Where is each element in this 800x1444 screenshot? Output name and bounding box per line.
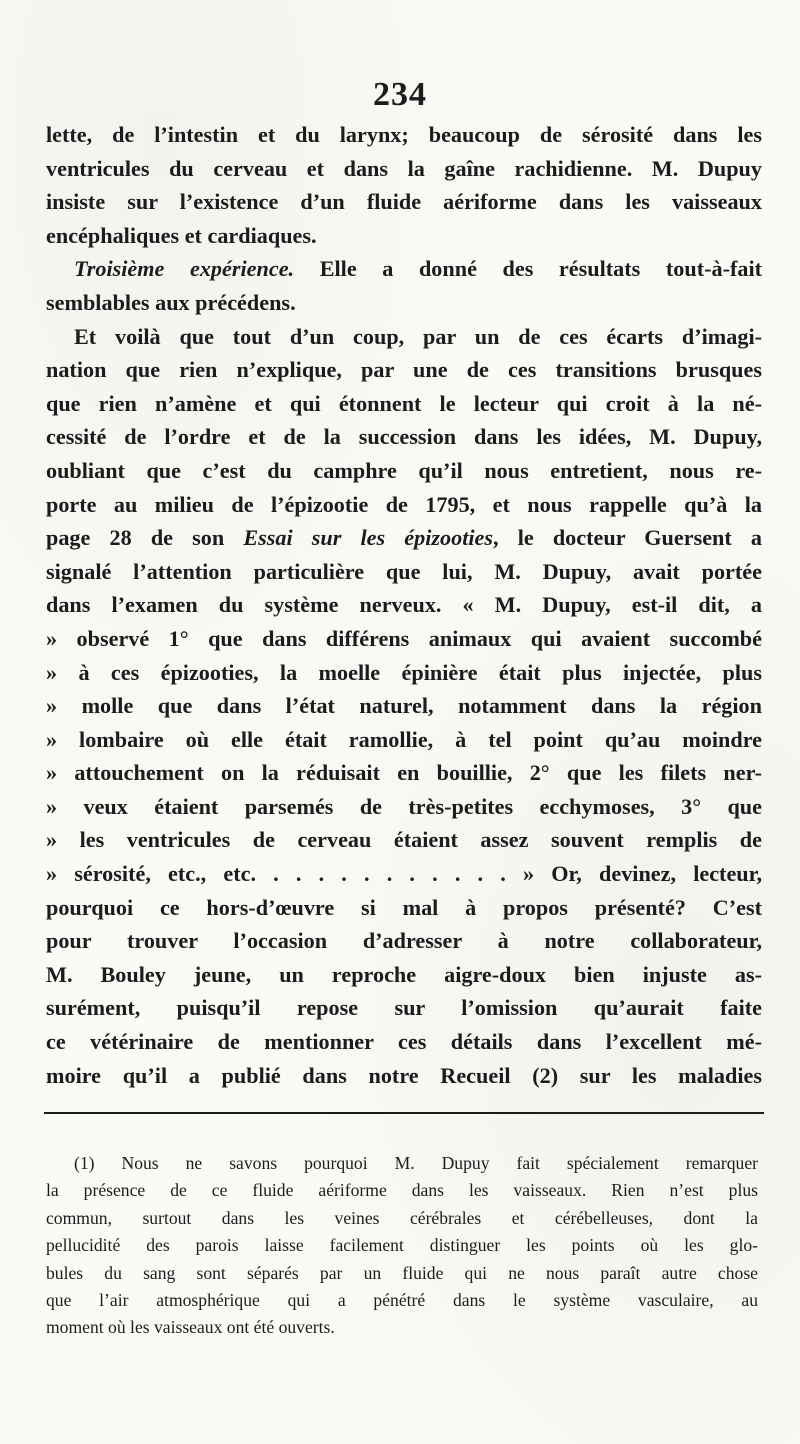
- text-line: lette, de l’intestin et du larynx; beaucoup de sérosité dans les: [46, 122, 762, 147]
- text-line: signalé l’attention particulière que lui, M. Dupuy, avait portée: [46, 558, 762, 584]
- main-text: [46, 118, 762, 1092]
- footnote-line: que l’air atmosphérique qui a pénétré dans le système vasculaire, au: [46, 1290, 758, 1311]
- text-line: moire qu’il a publié dans notre Recueil (2) sur les maladies: [46, 1062, 762, 1088]
- text-line: ce vétérinaire de mentionner ces détails dans l’excellent mé-: [46, 1029, 762, 1055]
- footnote-line: commun, surtout dans les veines cérébrales et cérébelleuses, dont la: [46, 1207, 758, 1228]
- text-line: cessité de l’ordre et de la succession dans les idées, M. Dupuy,: [46, 424, 762, 450]
- text-line: » sérosité, etc., etc. . . . . . . . . . . . » Or, devinez, lecteur,: [46, 861, 762, 887]
- text-fragment: Elle a donné des résultats tout-à-fait: [294, 256, 762, 282]
- book-title: Essai sur les épizooties: [243, 525, 494, 551]
- text-line: ventricules du cerveau et dans la gaîne rachidienne. M. Dupuy: [46, 155, 762, 181]
- footnote-separator: [44, 1112, 764, 1114]
- text-line: semblables aux précédens.: [46, 289, 296, 315]
- experiment-heading: Troisième expérience.: [74, 256, 295, 282]
- footnote-line: la présence de ce fluide aériforme dans les vaisseaux. Rien n’est plus: [46, 1180, 758, 1201]
- text-line: » molle que dans l’état naturel, notamment dans la région: [46, 693, 762, 719]
- footnote-line: moment où les vaisseaux ont été ouverts.: [46, 1317, 335, 1338]
- text-line: » attouchement on la réduisait en bouillie, 2° que les filets ner-: [46, 760, 762, 786]
- text-line: nation que rien n’explique, par une de ces transitions brusques: [46, 357, 762, 383]
- text-line: [46, 521, 762, 555]
- text-line: pour trouver l’occasion d’adresser à notre collaborateur,: [46, 928, 762, 954]
- text-line: pourquoi ce hors-d’œuvre si mal à propos présenté? C’est: [46, 894, 762, 920]
- text-line: encéphaliques et cardiaques.: [46, 222, 317, 248]
- text-line: oubliant que c’est du camphre qu’il nous entretient, nous re-: [46, 457, 762, 483]
- text-line: » les ventricules de cerveau étaient assez souvent remplis de: [46, 827, 762, 853]
- text-line: » à ces épizooties, la moelle épinière était plus injectée, plus: [46, 659, 762, 685]
- footnote-line: pellucidité des parois laisse facilement distinguer les points où les glo-: [46, 1235, 758, 1256]
- text-line: » observé 1° que dans différens animaux qui avaient succombé: [46, 625, 762, 651]
- page-number: 234: [373, 76, 427, 113]
- footnote-line: (1) Nous ne savons pourquoi M. Dupuy fait spécialement remarquer: [74, 1153, 758, 1173]
- text-line: insiste sur l’existence d’un fluide aériforme dans les vaisseaux: [46, 189, 762, 215]
- text-line: [46, 252, 762, 286]
- text-line: porte au milieu de l’épizootie de 1795, et nous rappelle qu’à la: [46, 491, 762, 517]
- text-line: que rien n’amène et qui étonnent le lecteur qui croit à la né-: [46, 390, 762, 416]
- text-fragment: , le docteur Guersent a: [493, 525, 762, 551]
- text-line: » veux étaient parsemés de très-petites ecchymoses, 3° que: [46, 793, 762, 819]
- text-line: M. Bouley jeune, un reproche aigre-doux bien injuste as-: [46, 961, 762, 987]
- text-line: Et voilà que tout d’un coup, par un de ces écarts d’imagi-: [74, 323, 762, 349]
- text-fragment: page 28 de son: [46, 525, 244, 551]
- footnote-line: bules du sang sont séparés par un fluide qui ne nous paraît autre chose: [46, 1262, 758, 1283]
- text-line: dans l’examen du système nerveux. « M. Dupuy, est-il dit, a: [46, 592, 762, 618]
- text-line: surément, puisqu’il repose sur l’omission qu’aurait faite: [46, 995, 762, 1021]
- text-line: » lombaire où elle était ramollie, à tel point qu’au moindre: [46, 726, 762, 752]
- footnote: [46, 1150, 758, 1342]
